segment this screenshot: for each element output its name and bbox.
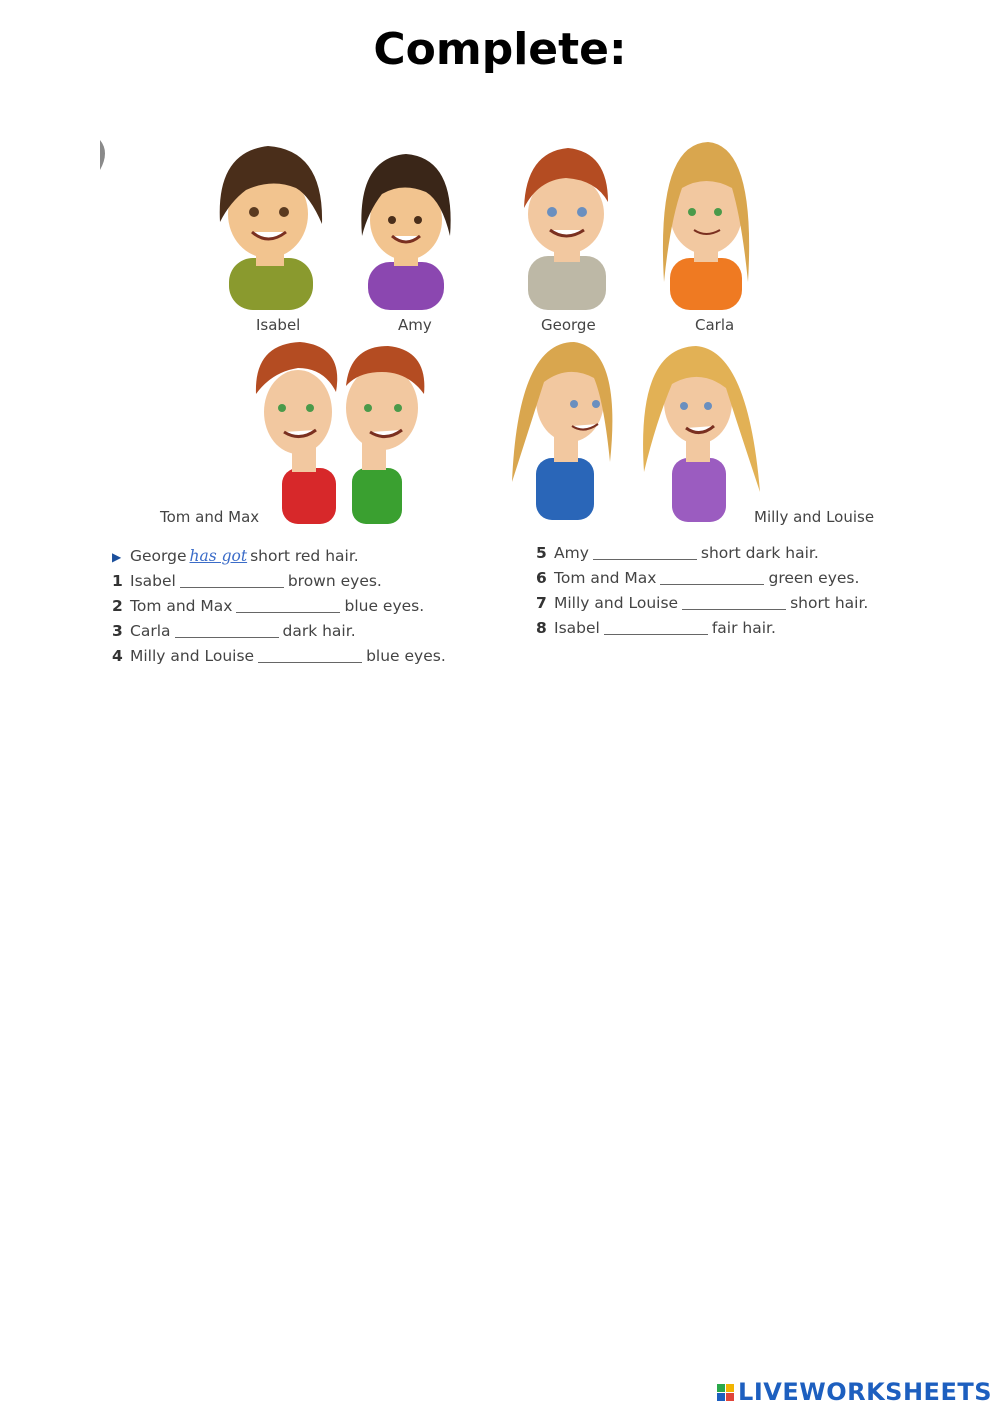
item-rest: green eyes. [768, 569, 860, 587]
item-number: 6 [536, 569, 547, 587]
example-subject: George [130, 547, 187, 565]
answer-blank-3[interactable] [175, 622, 279, 638]
label-isabel: Isabel [256, 316, 301, 334]
item-subject: Tom and Max [130, 597, 233, 615]
item-number: 5 [536, 544, 547, 562]
item-rest: short hair. [790, 594, 869, 612]
milly-figure [512, 342, 612, 520]
example-answer: has got [189, 547, 248, 565]
exercise-item [112, 594, 446, 619]
answer-blank-4[interactable] [258, 647, 362, 663]
item-rest: short dark hair. [700, 544, 819, 562]
item-subject: Carla [130, 622, 171, 640]
exercise-item [536, 566, 868, 591]
answer-blank-6[interactable] [660, 569, 764, 585]
label-tom-and-max: Tom and Max [160, 508, 260, 526]
exercise-item [112, 619, 446, 644]
item-subject: Tom and Max [554, 569, 657, 587]
item-rest: fair hair. [711, 619, 776, 637]
example-rest: short red hair. [250, 547, 359, 565]
exercise-list-right [536, 541, 868, 641]
exercise-item [536, 541, 868, 566]
item-rest: blue eyes. [344, 597, 425, 615]
answer-blank-5[interactable] [593, 544, 697, 560]
page-title: Complete: [373, 24, 627, 75]
item-number: 4 [112, 647, 123, 665]
item-rest: dark hair. [282, 622, 356, 640]
answer-blank-7[interactable] [682, 594, 786, 610]
label-milly-and-louise: Milly and Louise [754, 508, 875, 526]
logo-text: LIVEWORKSHEETS [738, 1378, 992, 1406]
carla-figure [663, 142, 749, 310]
label-amy: Amy [398, 316, 432, 334]
liveworksheets-logo [717, 1378, 992, 1406]
item-subject: Milly and Louise [130, 647, 255, 665]
example-item [112, 544, 446, 569]
item-number: 1 [112, 572, 123, 590]
exercise-list-left [112, 544, 446, 669]
corner-mark [100, 140, 105, 170]
louise-figure [643, 346, 760, 522]
item-number: 3 [112, 622, 123, 640]
answer-blank-2[interactable] [236, 597, 340, 613]
amy-figure [361, 154, 450, 310]
exercise-item [112, 569, 446, 594]
isabel-figure [220, 146, 322, 310]
george-figure [524, 148, 608, 310]
exercise-item [536, 591, 868, 616]
item-subject: Isabel [130, 572, 176, 590]
item-number: 2 [112, 597, 123, 615]
label-carla: Carla [695, 316, 735, 334]
item-subject: Isabel [554, 619, 600, 637]
item-rest: brown eyes. [287, 572, 382, 590]
tom-figure [256, 342, 337, 524]
answer-blank-8[interactable] [604, 619, 708, 635]
item-rest: blue eyes. [366, 647, 446, 665]
play-arrow-icon: ▶ [112, 550, 122, 564]
item-number: 7 [536, 594, 547, 612]
item-subject: Milly and Louise [554, 594, 679, 612]
answer-blank-1[interactable] [180, 572, 284, 588]
logo-grid-icon [717, 1384, 734, 1401]
max-figure [346, 346, 424, 524]
item-number: 8 [536, 619, 547, 637]
exercise-item [536, 616, 868, 641]
exercise-item [112, 644, 446, 669]
characters-illustration [96, 132, 916, 532]
item-subject: Amy [554, 544, 589, 562]
label-george: George [541, 316, 596, 334]
